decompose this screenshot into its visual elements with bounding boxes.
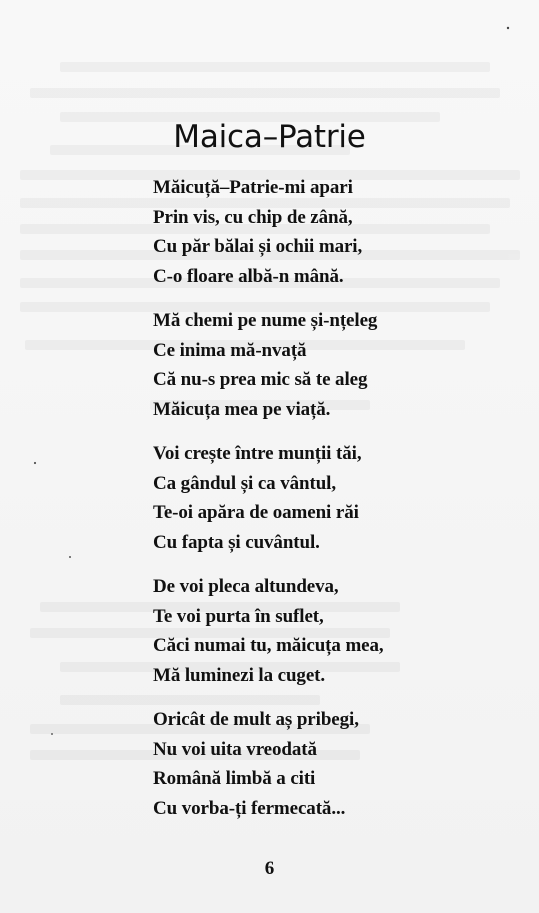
- poem-body: [153, 173, 513, 823]
- stanza-3: [153, 439, 513, 557]
- verse-line: C-o floare albă-n mână.: [153, 265, 344, 287]
- verse-line: Te-oi apăra de oameni răi: [153, 502, 359, 523]
- poem-title: Maica–Patrie: [173, 118, 366, 155]
- stanza-5: [153, 705, 513, 823]
- verse-line: Măicuța mea pe viață.: [153, 398, 331, 420]
- stanza-1: [153, 173, 513, 291]
- verse-line: Prin vis, cu chip de zână,: [153, 206, 353, 228]
- verse-line: Nu voi uita vreodată: [153, 738, 317, 760]
- verse-line: Ce inima mă-nvață: [153, 339, 307, 361]
- verse-line: Cu vorba-ți fermecată...: [153, 797, 346, 819]
- verse-line: Cu fapta și cuvântul.: [153, 531, 320, 553]
- verse-line: Te voi purta în suflet,: [153, 605, 324, 627]
- verse-line: Română limbă a citi: [153, 768, 316, 789]
- stanza-2: [153, 306, 513, 424]
- verse-line: Mă luminezi la cuget.: [153, 664, 326, 686]
- verse-line: Voi crește între munții tăi,: [153, 443, 362, 464]
- verse-line: Oricât de mult aș pribegi,: [153, 709, 359, 730]
- verse-line: Căci numai tu, măicuța mea,: [153, 635, 384, 656]
- stanza-4: [153, 572, 513, 690]
- verse-line: Ca gândul și ca vântul,: [153, 472, 336, 494]
- verse-line: De voi pleca altundeva,: [153, 576, 339, 597]
- verse-line: Mă chemi pe nume și-nțeleg: [153, 310, 378, 331]
- verse-line: Măicuță–Patrie-mi apari: [153, 177, 353, 198]
- page-number: 6: [264, 858, 275, 879]
- verse-line: Că nu-s prea mic să te aleg: [153, 369, 368, 390]
- verse-line: Cu păr bălai și ochii mari,: [153, 236, 363, 257]
